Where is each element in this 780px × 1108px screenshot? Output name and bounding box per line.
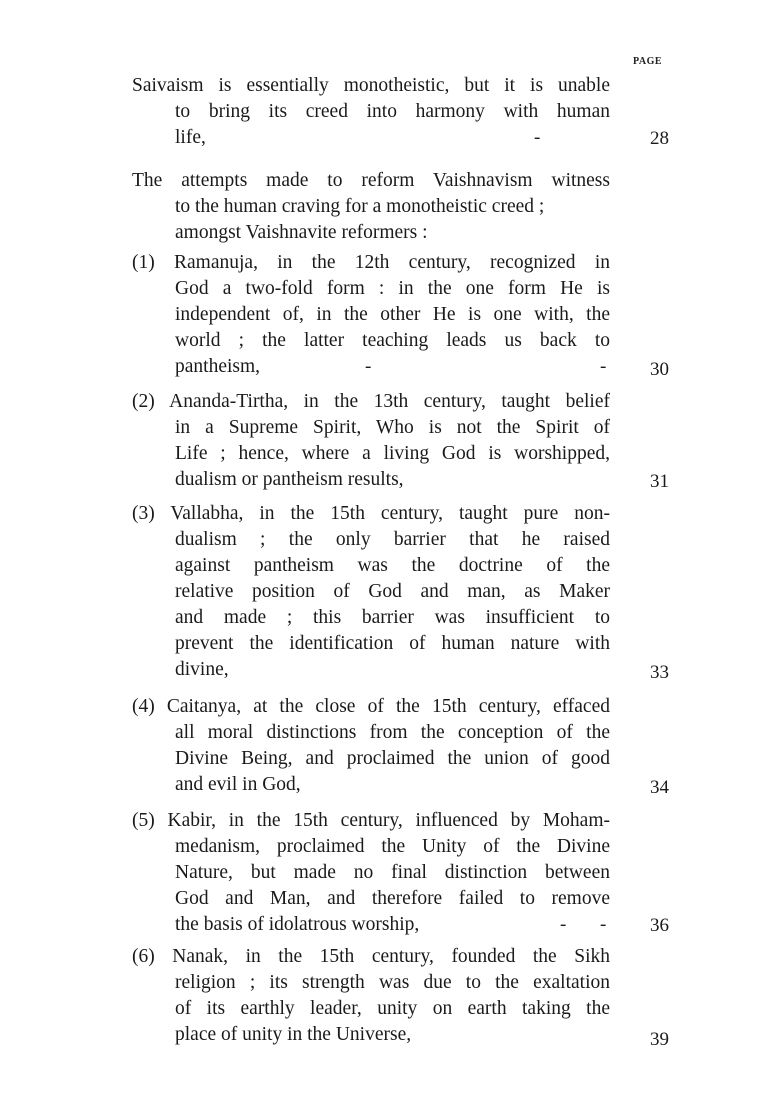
entry-line: (4) Caitanya, at the close of the 15th century, effaced xyxy=(132,696,610,717)
entry-line: God and Man, and therefore failed to remove xyxy=(175,888,610,909)
entry-line: prevent the identification of human nature with xyxy=(175,633,610,654)
page-number: 28 xyxy=(650,128,669,149)
page-number: 34 xyxy=(650,777,669,798)
entry-line: of its earthly leader, unity on earth taking the xyxy=(175,998,610,1019)
entry-line: Saivaism is essentially monotheistic, but it is unable xyxy=(132,75,610,96)
entry-line: religion ; its strength was due to the exaltation xyxy=(175,972,610,993)
entry-line: medanism, proclaimed the Unity of the Divine xyxy=(175,836,610,857)
page-number: 36 xyxy=(650,915,669,936)
entry-line: (1) Ramanuja, in the 12th century, recognized in xyxy=(132,252,610,273)
entry-line: to the human craving for a monotheistic creed ; xyxy=(175,196,545,217)
entry-line: Divine Being, and proclaimed the union of good xyxy=(175,748,610,769)
entry-line: and evil in God, xyxy=(175,774,301,795)
leader-dash: - xyxy=(560,914,567,935)
entry-line: dualism ; the only barrier that he raised xyxy=(175,529,610,550)
entry-line: Nature, but made no final distinction between xyxy=(175,862,610,883)
entry-line: (2) Ananda-Tirtha, in the 13th century, taught belief xyxy=(132,391,610,412)
entry-line: to bring its creed into harmony with human xyxy=(175,101,610,122)
entry-line: independent of, in the other He is one with, the xyxy=(175,304,610,325)
entry-line: and made ; this barrier was insufficient to xyxy=(175,607,610,628)
entry-line: relative position of God and man, as Maker xyxy=(175,581,610,602)
entry-line: God a two-fold form : in the one form He is xyxy=(175,278,610,299)
leader-dash: - xyxy=(600,356,607,377)
entry-line: (5) Kabir, in the 15th century, influenced by Moham- xyxy=(132,810,610,831)
entry-line: all moral distinctions from the conception of the xyxy=(175,722,610,743)
entry-line: dualism or pantheism results, xyxy=(175,469,404,490)
entry-line: (3) Vallabha, in the 15th century, taught pure non- xyxy=(132,503,610,524)
entry-line: The attempts made to reform Vaishnavism witness xyxy=(132,170,610,191)
entry-line: in a Supreme Spirit, Who is not the Spirit of xyxy=(175,417,610,438)
entry-line: Life ; hence, where a living God is worshipped, xyxy=(175,443,610,464)
entry-line: life, xyxy=(175,127,206,148)
entry-line: world ; the latter teaching leads us back to xyxy=(175,330,610,351)
entry-line: divine, xyxy=(175,659,229,680)
entry-line: against pantheism was the doctrine of the xyxy=(175,555,610,576)
page-number: 30 xyxy=(650,359,669,380)
entry-line: the basis of idolatrous worship, xyxy=(175,914,420,935)
entry-line: pantheism, xyxy=(175,356,261,377)
leader-dash: - xyxy=(365,356,372,377)
page-column-header: PAGE xyxy=(633,56,663,67)
leader-dash: - xyxy=(600,914,607,935)
entry-line: place of unity in the Universe, xyxy=(175,1024,412,1045)
page-number: 33 xyxy=(650,662,669,683)
leader-dash: - xyxy=(534,127,541,148)
entry-line: amongst Vaishnavite reformers : xyxy=(175,222,428,243)
page-number: 39 xyxy=(650,1029,669,1050)
entry-line: (6) Nanak, in the 15th century, founded the Sikh xyxy=(132,946,610,967)
page-number: 31 xyxy=(650,471,669,492)
